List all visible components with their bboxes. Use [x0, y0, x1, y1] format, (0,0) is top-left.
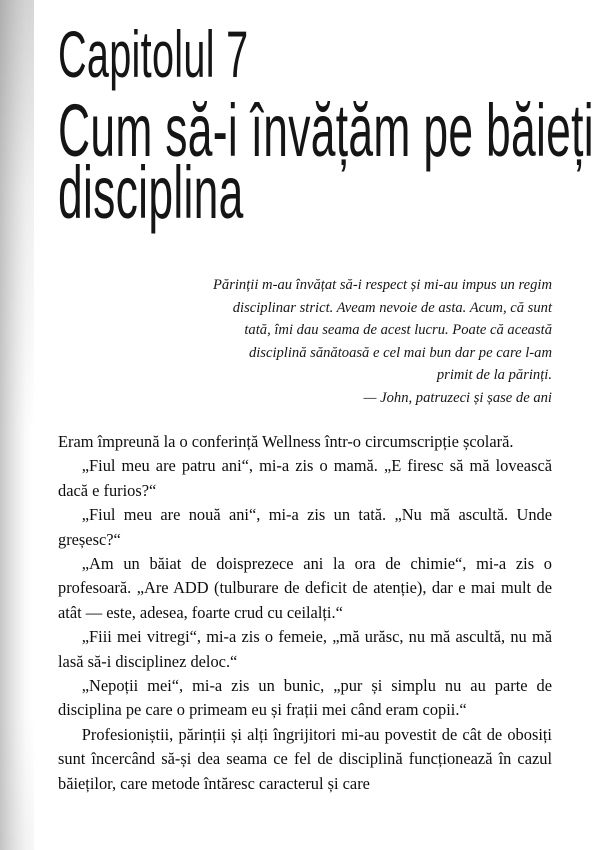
body-text: [58, 430, 552, 796]
body-paragraph: Eram împreună la o conferință Wellness într-o circumscripție școlară.: [58, 432, 514, 451]
body-paragraph: „Fiul meu are patru ani“, mi-a zis o mamă. „E firesc să mă lovească dacă e furios?“: [58, 456, 552, 500]
chapter-label: Capitolul 7: [58, 17, 249, 91]
epigraph-block: [210, 274, 552, 410]
page-content: [58, 0, 594, 850]
epigraph-text: Părinții m-au învățat să-i respect și mi-au impus un regim disciplinar strict. Aveam nevoie de asta. Acum, că sunt tată, îmi dau seama de acest lucru. Poate că această disciplină sănătoasă e cel mai bun dar pe care l-am primit de la părinți.: [212, 277, 552, 384]
body-paragraph: Profesioniștii, părinții și alți îngrijitori mi-au povestit de cât de obosiți sunt încercând să-și dea seama ce fel de disciplină funcționează în cazul băieților, care metode întăresc caracterul și care: [58, 724, 552, 793]
chapter-title-line-1: Cum să-i învățăm pe băieți: [58, 89, 594, 172]
body-paragraph: „Fiul meu are nouă ani“, mi-a zis un tată. „Nu mă ascultă. Unde greșesc?“: [58, 505, 552, 549]
page-gutter-shadow: [0, 0, 34, 850]
body-paragraph: „Am un băiat de doisprezece ani la ora de chimie“, mi-a zis o profesoară. „Are ADD (tulburare de deficit de atenție), dar e mai mult de atât — este, adesea, foarte crud cu ceilalți.“: [58, 554, 552, 622]
body-paragraph: „Fiii mei vitregi“, mi-a zis o femeie, „mă urăsc, nu mă ascultă, nu mă lasă să-i disciplinez deloc.“: [58, 627, 552, 671]
epigraph-attribution: — John, patruzeci și șase de ani: [363, 389, 552, 406]
body-paragraph: „Nepoții mei“, mi-a zis un bunic, „pur și simplu nu au parte de disciplina pe care o primeam eu și frații mei când eram copii.“: [58, 676, 552, 720]
chapter-title-line-2: disciplina: [58, 151, 244, 234]
